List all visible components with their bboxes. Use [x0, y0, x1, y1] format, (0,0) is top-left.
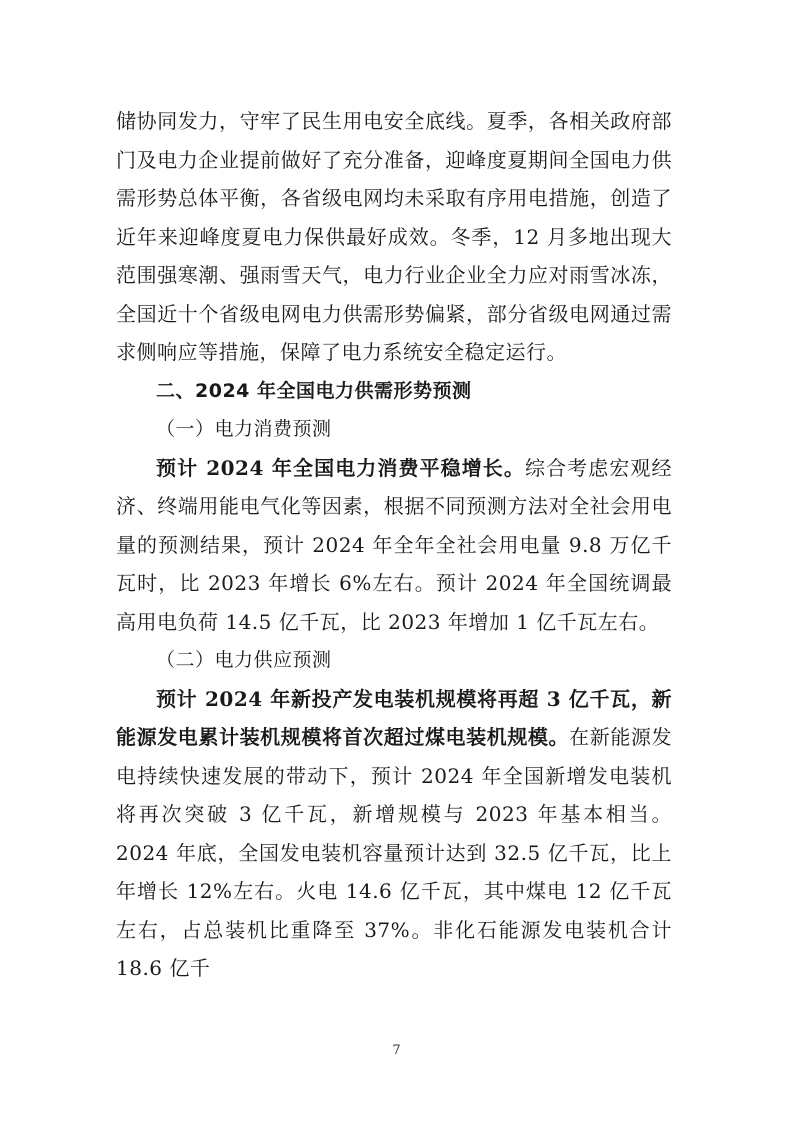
document-body: [116, 102, 672, 988]
paragraph-consumption-forecast: [116, 449, 672, 642]
consumption-lead-sentence: 预计 2024 年全国电力消费平稳增长。: [156, 455, 525, 480]
paragraph-power-supply-summary: 储协同发力，守牢了民生用电安全底线。夏季，各相关政府部门及电力企业提前做好了充分准备，迎峰度夏期间全国电力供需形势总体平衡，各省级电网均未采取有序用电措施，创造了近年来迎峰度夏电力保供最好成效。冬季，12 月多地出现大范围强寒潮、强雨雪天气，电力行业企业全力应对雨雪冰冻，全国近十个省级电网电力供需形势偏紧，部分省级电网通过需求侧响应等措施，保障了电力系统安全稳定运行。: [116, 109, 672, 364]
subsection-heading-consumption: （一）电力消费预测: [156, 418, 332, 440]
page-number: 7: [392, 1043, 401, 1058]
section-heading-2024-forecast: 二、2024 年全国电力供需形势预测: [156, 379, 472, 402]
consumption-detail: 综合考虑宏观经济、终端用能电气化等因素，根据不同预测方法对全社会用电量的预测结果，预计 2024 年全年全社会用电量 9.8 万亿千瓦时，比 2023 年增长 6%左右。预计 2024 年全国统调最高用电负荷 14.5 亿千瓦，比 2023 年增加 1 亿千瓦左右。: [116, 455, 673, 634]
subsection-heading-supply: （二）电力供应预测: [156, 649, 332, 671]
supply-detail: 在新能源发电持续快速发展的带动下，预计 2024 年全国新增发电装机将再次突破 3 亿千瓦，新增规模与 2023 年基本相当。2024 年底，全国发电装机容量预计达到 32.5 亿千瓦，比上年增长 12%左右。火电 14.6 亿千瓦，其中煤电 12 亿千瓦左右，占总装机比重降至 37%。非化石能源发电装机合计 18.6 亿千: [116, 725, 673, 980]
paragraph-supply-forecast: [116, 680, 672, 988]
supply-lead-sentence: 预计 2024 年新投产发电装机规模将再超 3 亿千瓦，新能源发电累计装机规模将首次超过煤电装机规模。: [116, 686, 672, 749]
